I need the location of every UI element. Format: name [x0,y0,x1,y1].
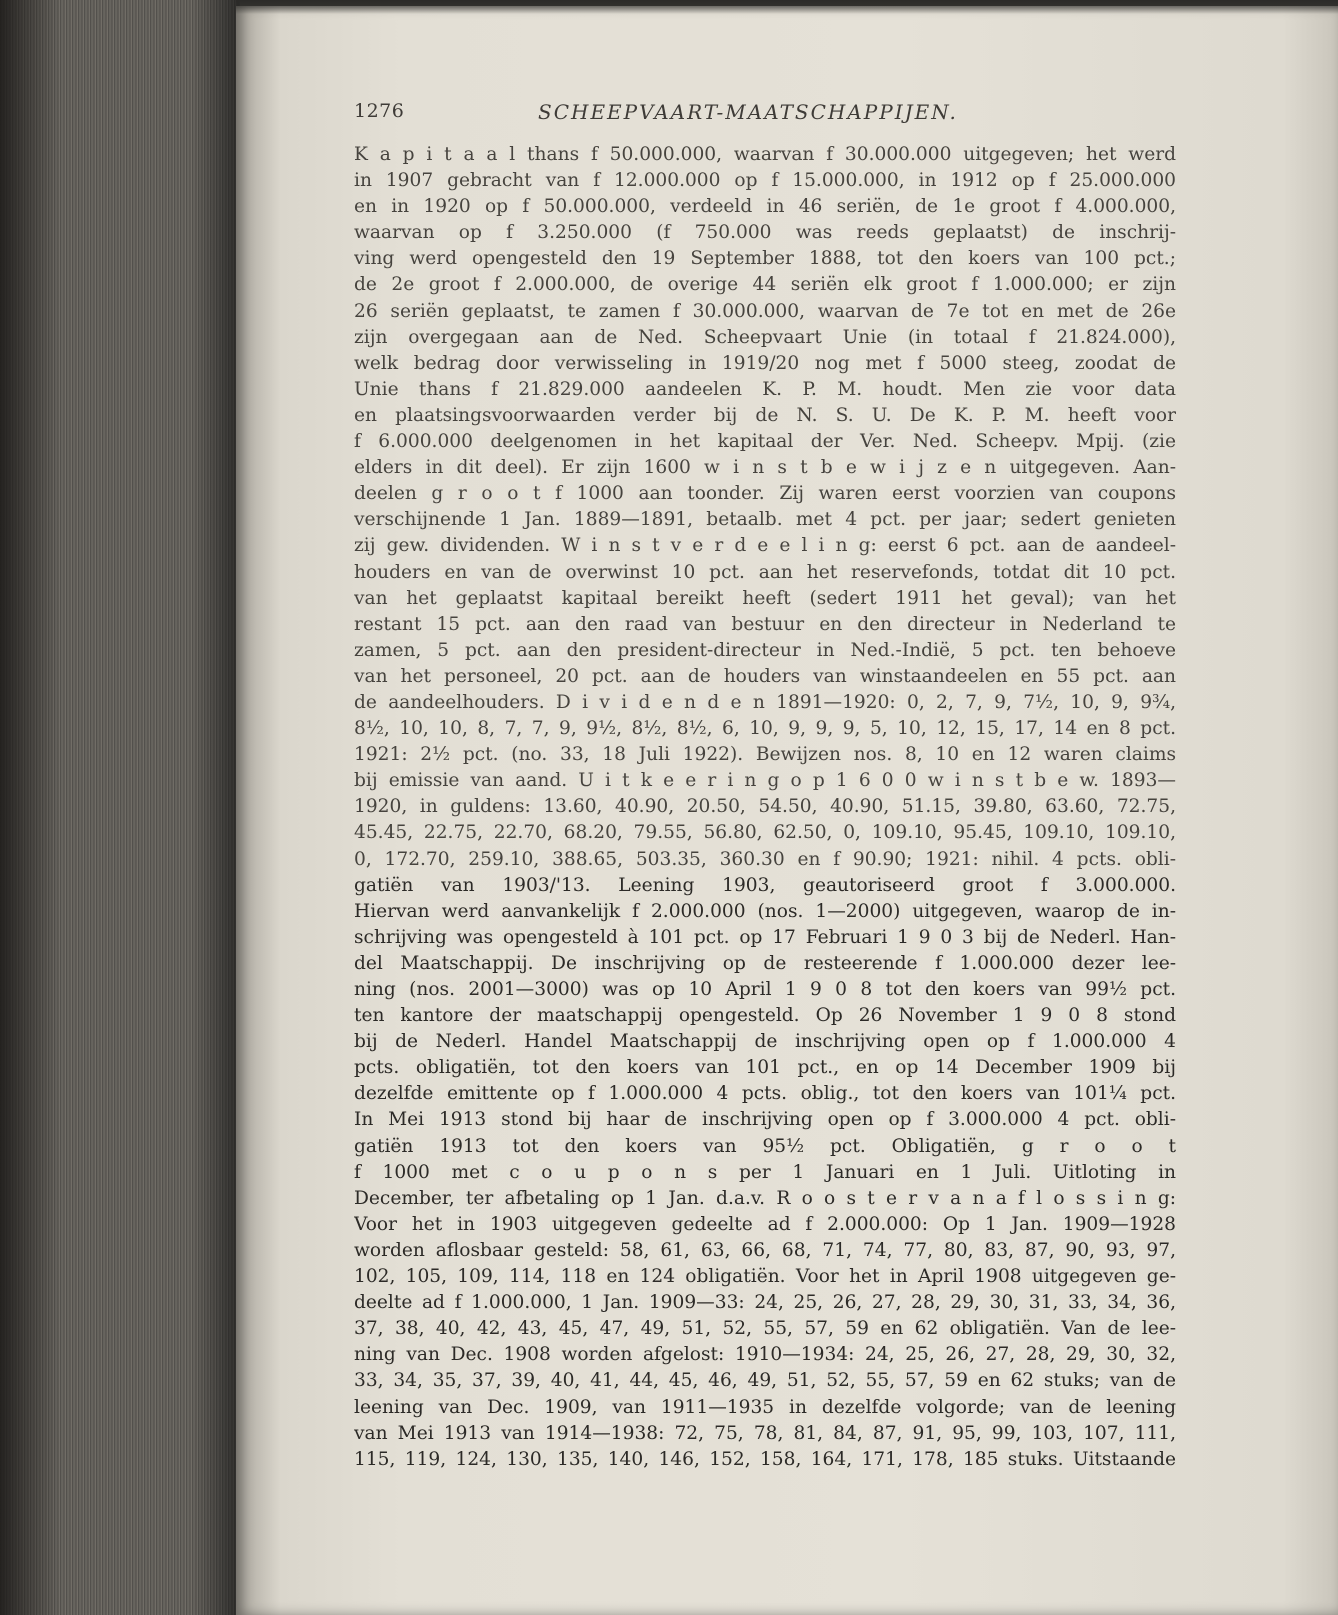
text-line: 8½, 10, 10, 8, 7, 7, 9, 9½, 8½, 8½, 6, 10, 9, 9, 9, 5, 10, 12, 15, 17, 14 en 8 pct. [354,718,1176,740]
text-line: en plaatsingsvoorwaarden verder bij de N. S. U. De K. P. M. heeft voor [354,404,1176,426]
text-line: Unie thans f 21.829.000 aandeelen K. P. M. houdt. Men zie voor data [354,378,1176,400]
text-line: Hiervan werd aanvankelijk f 2.000.000 (nos. 1—2000) uitgegeven, waarop de in- [354,900,1176,922]
text-line: houders en van de overwinst 10 pct. aan het reservefonds, totdat dit 10 pct. [354,561,1176,583]
text-line: gatiën van 1903/'13. Leening 1903, geautoriseerd groot f 3.000.000. [354,874,1176,896]
text-line: deelte ad f 1.000.000, 1 Jan. 1909—33: 24, 25, 26, 27, 28, 29, 30, 31, 33, 34, 36, [354,1292,1176,1314]
text-line: dezelfde emittente op f 1.000.000 4 pcts. oblig., tot den koers van 101¼ pct. [354,1083,1176,1105]
text-line: van Mei 1913 van 1914—1938: 72, 75, 78, 81, 84, 87, 91, 95, 99, 103, 107, 111, [354,1422,1176,1444]
text-line: bij de Nederl. Handel Maatschappij de inschrijving open op f 1.000.000 4 [354,1031,1176,1053]
text-line: 1921: 2½ pct. (no. 33, 18 Juli 1922). Bewijzen nos. 8, 10 en 12 waren claims [354,744,1176,766]
text-line: 102, 105, 109, 114, 118 en 124 obligatiën. Voor het in April 1908 uitgegeven ge- [354,1266,1176,1288]
book-page-edges [0,0,240,1615]
text-line: zamen, 5 pct. aan den president-directeur in Ned.-Indië, 5 pct. ten behoeve [354,639,1176,661]
text-line: zijn overgegaan aan de Ned. Scheepvaart Unie (in totaal f 21.824.000), [354,326,1176,348]
text-line: ten kantore der maatschappij opengesteld. Op 26 November 1 9 0 8 stond [354,1005,1176,1027]
text-line: Voor het in 1903 uitgegeven gedeelte ad f 2.000.000: Op 1 Jan. 1909—1928 [354,1213,1176,1235]
text-line: verschijnende 1 Jan. 1889—1891, betaalb. met 4 pct. per jaar; sedert genieten [354,509,1176,531]
text-line: gatiën 1913 tot den koers van 95½ pct. Obligatiën, g r o o t [354,1135,1176,1157]
text-line: 33, 34, 35, 37, 39, 40, 41, 44, 45, 46, 49, 51, 52, 55, 57, 59 en 62 stuks; van de [354,1370,1176,1392]
text-line: van het personeel, 20 pct. aan de houders van winstaandeelen en 55 pct. aan [354,665,1176,687]
text-line: 26 seriën geplaatst, te zamen f 30.000.000, waarvan de 7e tot en met de 26e [354,300,1176,322]
text-line: 115, 119, 124, 130, 135, 140, 146, 152, 158, 164, 171, 178, 185 stuks. Uitstaande [354,1448,1176,1470]
text-line: 1920, in guldens: 13.60, 40.90, 20.50, 54.50, 40.90, 51.15, 39.80, 63.60, 72.75, [354,796,1176,818]
text-line: ning van Dec. 1908 worden afgelost: 1910—1934: 24, 25, 26, 27, 28, 29, 30, 32, [354,1344,1176,1366]
text-line: In Mei 1913 stond bij haar de inschrijving open op f 3.000.000 4 pct. obli- [354,1109,1176,1131]
text-line: 0, 172.70, 259.10, 388.65, 503.35, 360.30 en f 90.90; 1921: nihil. 4 pcts. obli- [354,848,1176,870]
text-line: ving werd opengesteld den 19 September 1888, tot den koers van 100 pct.; [354,248,1176,270]
text-line: de 2e groot f 2.000.000, de overige 44 seriën elk groot f 1.000.000; er zijn [354,274,1176,296]
text-line: December, ter afbetaling op 1 Jan. d.a.v. R o o s t e r v a n a f l o s s i n g: [354,1187,1176,1209]
text-line: en in 1920 op f 50.000.000, verdeeld in 46 seriën, de 1e groot f 4.000.000, [354,196,1176,218]
text-line: deelen g r o o t f 1000 aan toonder. Zij waren eerst voorzien van coupons [354,483,1176,505]
text-line: bij emissie van aand. U i t k e e r i n g o p 1 6 0 0 w i n s t b e w. 1893— [354,770,1176,792]
text-line: waarvan op f 3.250.000 (f 750.000 was reeds geplaatst) de inschrij- [354,222,1176,244]
text-line: leening van Dec. 1909, van 1911—1935 in dezelfde volgorde; van de leening [354,1396,1176,1418]
text-line: del Maatschappij. De inschrijving op de resteerende f 1.000.000 dezer lee- [354,952,1176,974]
running-title: SCHEEPVAART-MAATSCHAPPIJEN. [538,100,958,124]
text-line: 45.45, 22.75, 22.70, 68.20, 79.55, 56.80, 62.50, 0, 109.10, 95.45, 109.10, 109.10, [354,822,1176,844]
text-line: f 6.000.000 deelgenomen in het kapitaal der Ver. Ned. Scheepv. Mpij. (zie [354,431,1176,453]
text-line: ning (nos. 2001—3000) was op 10 April 1 9 0 8 tot den koers van 99½ pct. [354,979,1176,1000]
text-line: 37, 38, 40, 42, 43, 45, 47, 49, 51, 52, 55, 57, 59 en 62 obligatiën. Van de lee- [354,1318,1176,1340]
text-line: zij gew. dividenden. W i n s t v e r d e e l i n g: eerst 6 pct. aan de aandeel- [354,535,1176,557]
text-line: K a p i t a a l thans f 50.000.000, waarvan f 30.000.000 uitgegeven; het werd [354,144,1176,165]
text-line: schrijving was opengesteld à 101 pct. op 17 Februari 1 9 0 3 bij de Nederl. Han- [354,926,1176,948]
text-line: restant 15 pct. aan den raad van bestuur en den directeur in Nederland te [354,613,1176,635]
text-line: elders in dit deel). Er zijn 1600 w i n s t b e w i j z e n uitgegeven. Aan- [354,457,1176,479]
text-line: van het geplaatst kapitaal bereikt heeft (sedert 1911 het geval); van het [354,587,1176,609]
text-line: de aandeelhouders. D i v i d e n d e n 1891—1920: 0, 2, 7, 9, 7½, 10, 9, 9¾, [354,691,1176,713]
text-line: in 1907 gebracht van f 12.000.000 op f 15.000.000, in 1912 op f 25.000.000 [354,170,1176,192]
body-text [354,142,1176,1473]
page-number: 1276 [354,100,405,122]
text-line: f 1000 met c o u p o n s per 1 Januari en 1 Juli. Uitloting in [354,1161,1176,1183]
text-line: pcts. obligatiën, tot den koers van 101 pct., en op 14 December 1909 bij [354,1057,1176,1079]
text-line: welk bedrag door verwisseling in 1919/20 nog met f 5000 steeg, zoodat de [354,352,1176,374]
page-header [354,100,994,130]
text-line: worden aflosbaar gesteld: 58, 61, 63, 66, 68, 71, 74, 77, 80, 83, 87, 90, 93, 97, [354,1239,1176,1261]
page-top-shadow [236,0,1338,14]
